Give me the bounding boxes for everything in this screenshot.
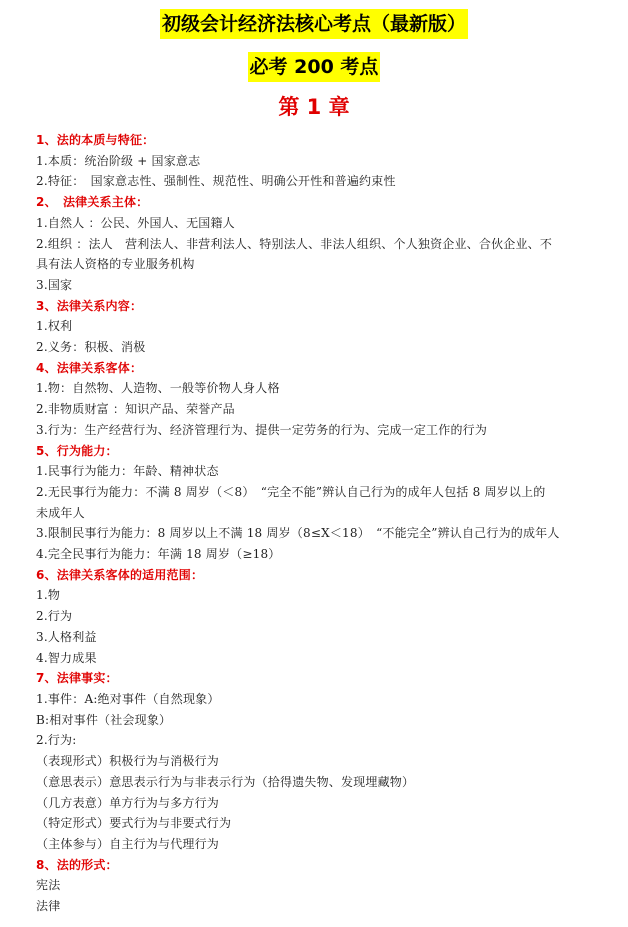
body-line: 1.自然人 ：公民、外国人、无国籍人 xyxy=(36,215,235,230)
body-line: 宪法 xyxy=(36,878,61,893)
section-heading: 3、法律关系内容： xyxy=(36,298,143,313)
body-line: 1.物 xyxy=(36,588,61,603)
body-line: 法律 xyxy=(36,899,61,914)
body-line: 2.组织 ：法人 营利法人、非营利法人、特别法人、非法人组织、个人独资企业、合伙企业、不 xyxy=(36,236,553,251)
body-line: 3.国家 xyxy=(36,277,73,292)
body-line: 2.无民事行为能力：不满 8 周岁（＜8） “完全不能”辨认自己行为的成年人包括 8 周岁以上的 xyxy=(36,484,546,499)
body-line: 2.行为 xyxy=(36,609,73,624)
body-line: 2.义务：积极、消极 xyxy=(36,340,146,355)
body-line: 1.民事行为能力：年龄、精神状态 xyxy=(36,464,219,479)
body-line: 2.行为: xyxy=(36,733,77,748)
section-heading: 2、 法律关系主体： xyxy=(36,195,149,210)
body-line: 1.事件：A:绝对事件（自然现象） xyxy=(36,691,220,706)
section-heading: 6、法律关系客体的适用范围： xyxy=(36,567,204,582)
body-line: 4.智力成果 xyxy=(36,650,97,665)
body-line: 3.人格利益 xyxy=(36,629,97,644)
body-line: 3.行为：生产经营行为、经济管理行为、提供一定劳务的行为、完成一定工作的行为 xyxy=(36,422,488,437)
body-line: 4.完全民事行为能力：年满 18 周岁（≥18） xyxy=(36,547,281,562)
title-block xyxy=(0,9,628,39)
section-heading: 4、法律关系客体： xyxy=(36,360,143,375)
body-line: （特定形式）要式行为与非要式行为 xyxy=(36,816,232,831)
section-heading: 1、法的本质与特征： xyxy=(36,133,155,147)
body-line: （几方表意）单方行为与多方行为 xyxy=(36,795,220,810)
document-subtitle: 必考 200 考点 xyxy=(248,52,381,82)
body-line: 未成年人 xyxy=(36,505,85,520)
chapter-heading: 第 1 章 xyxy=(278,95,350,119)
section-heading: 5、行为能力： xyxy=(36,443,118,458)
body-line: 1.物：自然物、人造物、一般等价物人身人格 xyxy=(36,381,280,396)
section-heading: 7、法律事实： xyxy=(36,671,118,686)
body-line: 1.本质：统治阶级 + 国家意志 xyxy=(36,153,201,168)
body-line: 2.非物质财富 ：知识产品、荣誉产品 xyxy=(36,402,235,417)
body-line: B:相对事件（社会现象） xyxy=(36,712,172,727)
section-heading: 8、法的形式： xyxy=(36,857,118,872)
body-line: 3.限制民事行为能力：8 周岁以上不满 18 周岁（8≤X＜18） “不能完全”辨认自己行为的成年人 xyxy=(36,526,560,541)
document-body xyxy=(36,130,596,917)
body-line: 1.权利 xyxy=(36,319,73,334)
document-title: 初级会计经济法核心考点（最新版） xyxy=(160,9,468,39)
body-line: 2.特征： 国家意志性、强制性、规范性、明确公开性和普遍约束性 xyxy=(36,174,396,189)
body-line: （主体参与）自主行为与代理行为 xyxy=(36,836,220,851)
body-line: 具有法人资格的专业服务机构 xyxy=(36,257,195,272)
subtitle-block xyxy=(0,52,628,82)
body-line: （意思表示）意思表示行为与非表示行为（拾得遗失物、发现埋藏物） xyxy=(36,774,415,789)
body-line: （表现形式）积极行为与消极行为 xyxy=(36,754,220,769)
